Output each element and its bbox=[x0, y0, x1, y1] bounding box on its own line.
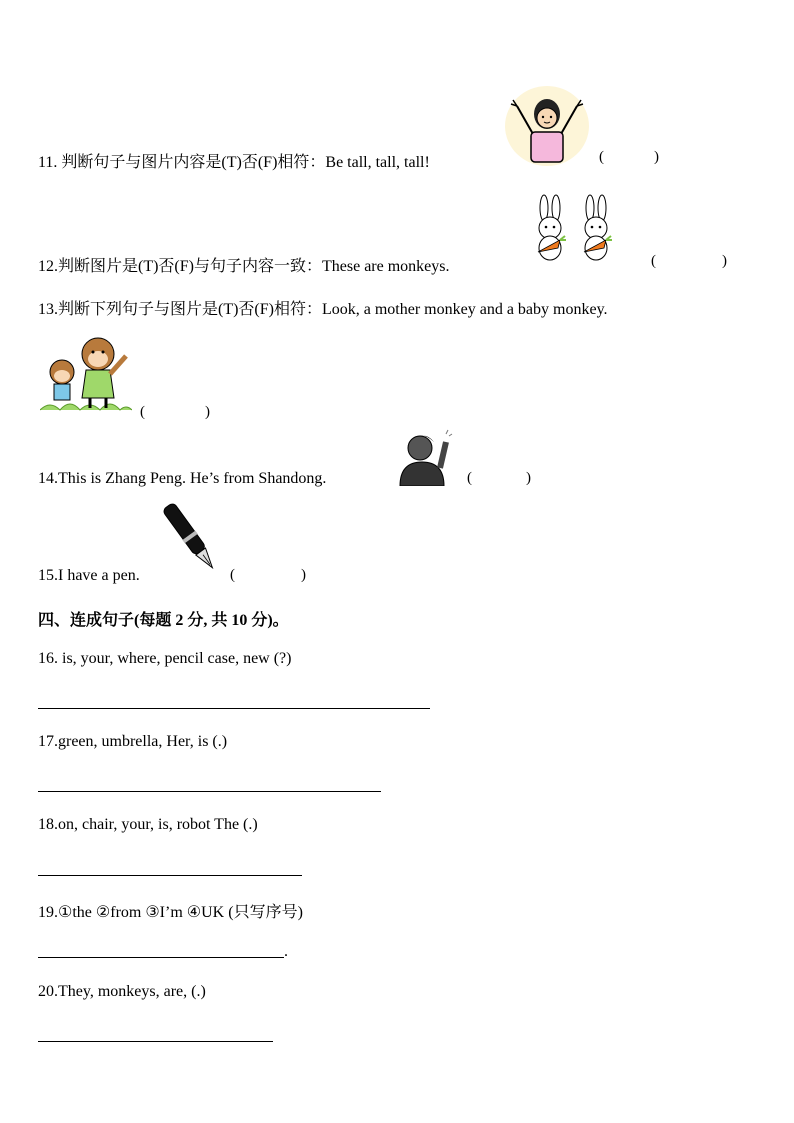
question-12-text: 12.判断图片是(T)否(F)与句子内容一致：These are monkeys. bbox=[38, 258, 450, 275]
question-13-text: 13.判断下列句子与图片是(T)否(F)相符：Look, a mother monkey and a baby monkey. bbox=[38, 301, 608, 318]
two-rabbits-picture bbox=[530, 194, 622, 264]
answer-paren-14[interactable]: ( ) bbox=[467, 470, 531, 486]
fountain-pen-picture bbox=[160, 498, 226, 584]
answer-line-18[interactable] bbox=[38, 875, 302, 876]
answer-paren-15[interactable]: ( ) bbox=[230, 567, 306, 583]
question-11-text: 11. 判断句子与图片内容是(T)否(F)相符：Be tall, tall, tall! bbox=[38, 154, 430, 171]
sentence-19-period: . bbox=[284, 943, 288, 960]
sentence-20-words: 20.They, monkeys, are, (.) bbox=[38, 983, 206, 1000]
answer-line-20[interactable] bbox=[38, 1041, 273, 1042]
answer-line-17[interactable] bbox=[38, 791, 381, 792]
answer-paren-11[interactable]: ( ) bbox=[599, 149, 659, 165]
answer-paren-13[interactable]: ( ) bbox=[140, 404, 210, 420]
boy-waving-picture bbox=[390, 428, 456, 486]
sentence-19-words: 19.①the ②from ③I’m ④UK (只写序号) bbox=[38, 904, 303, 921]
sentence-16-words: 16. is, your, where, pencil case, new (?) bbox=[38, 650, 292, 667]
girl-raising-arms-picture bbox=[503, 84, 591, 166]
answer-line-16[interactable] bbox=[38, 708, 430, 709]
sentence-17-words: 17.green, umbrella, Her, is (.) bbox=[38, 733, 228, 750]
sentence-18-words: 18.on, chair, your, is, robot The (.) bbox=[38, 816, 258, 833]
question-14-text: 14.This is Zhang Peng. He’s from Shandong. bbox=[38, 470, 327, 487]
section-4-heading: 四、连成句子(每题 2 分, 共 10 分)。 bbox=[38, 612, 289, 629]
answer-paren-12[interactable]: ( ) bbox=[651, 253, 727, 269]
question-15-text: 15.I have a pen. bbox=[38, 567, 140, 584]
mother-and-baby-monkey-picture bbox=[40, 332, 132, 414]
answer-line-19[interactable] bbox=[38, 957, 284, 958]
